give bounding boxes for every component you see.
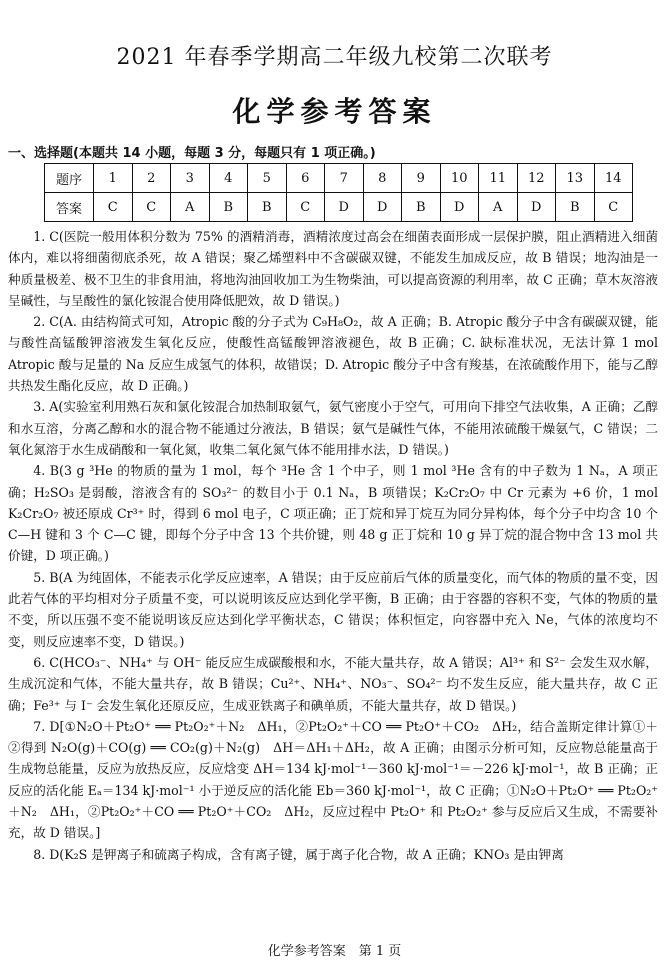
row-label-number: 题序 bbox=[45, 164, 94, 193]
explanation-paragraph: 3. A(实验室利用熟石灰和氯化铵混合加热制取氨气，氨气密度小于空气，可用向下排空气法收集，A 正确；乙醇和水互溶，分离乙醇和水的混合物不能通过分液法，B 错误；氨气是碱性气体，不能用浓硫酸干燥氨气，C 错误；二氧化氮溶于水生成硝酸和一氧化氮，收集二氧化氮气体不能用排水法，D 错误。) bbox=[8, 399, 658, 457]
answer-cell: A bbox=[479, 193, 518, 222]
number-row bbox=[45, 164, 633, 193]
question-number: 13 bbox=[556, 164, 595, 193]
explanation-paragraph: 1. C(医院一般用体积分数为 75% 的酒精消毒，酒精浓度过高会在细菌表面形成一层保护膜，阻止酒精进入细菌体内，难以将细菌彻底杀死，故 A 错误；聚乙烯塑料中不含碳碳双键，不能发生加成反应，故 B 错误；地沟油是一种质量极差、极不卫生的非食用油，将地沟油回收加工为生物柴油，可以提高资源的利用率，故 C 正确；草木灰溶液呈碱性，与呈酸性的氯化铵混合使用降低肥效，故 D 错误。) bbox=[8, 229, 658, 308]
question-number: 4 bbox=[209, 164, 248, 193]
answer-cell: B bbox=[209, 193, 248, 222]
answer-cell: D bbox=[440, 193, 479, 222]
answer-cell: C bbox=[94, 193, 133, 222]
answer-table bbox=[44, 163, 633, 222]
row-label-answer: 答案 bbox=[45, 193, 94, 222]
explanations bbox=[8, 226, 658, 865]
answer-cell: B bbox=[402, 193, 441, 222]
question-number: 1 bbox=[94, 164, 133, 193]
document-title: 化学参考答案 bbox=[232, 95, 437, 128]
answer-cell: A bbox=[171, 193, 210, 222]
answer-cell: C bbox=[286, 193, 325, 222]
question-number: 9 bbox=[402, 164, 441, 193]
answer-cell: C bbox=[594, 193, 633, 222]
answer-cell: D bbox=[325, 193, 364, 222]
question-number: 11 bbox=[479, 164, 518, 193]
exam-title: 2021 年春季学期高二年级九校第二次联考 bbox=[116, 45, 553, 70]
question-number: 12 bbox=[517, 164, 556, 193]
question-number: 10 bbox=[440, 164, 479, 193]
question-number: 5 bbox=[248, 164, 287, 193]
explanation-paragraph: 5. B(A 为纯固体，不能表示化学反应速率，A 错误；由于反应前后气体的质量变化，而气体的物质的量不变，因此若气体的平均相对分子质量不变，可以说明该反应达到化学平衡，B 正确；由于容器的容积不变，气体的物质的量不变，所以压强不变不能说明该反应达到化学平衡状态，C 错误；体积恒定，向容器中充入 Ne，气体的浓度均不变，则反应速率不变，D 错误。) bbox=[8, 569, 658, 649]
answer-cell: C bbox=[132, 193, 171, 222]
section-heading: 一、选择题(本题共 14 小题，每题 3 分，每题只有 1 项正确。) bbox=[8, 146, 376, 161]
answer-cell: B bbox=[248, 193, 287, 222]
answer-cell: D bbox=[363, 193, 402, 222]
answer-cell: B bbox=[556, 193, 595, 222]
question-number: 14 bbox=[594, 164, 633, 193]
explanation-paragraph: 2. C(A. 由结构简式可知，Atropic 酸的分子式为 C₉H₈O₂，故 A 正确；B. Atropic 酸分子中含有碳碳双键，能与酸性高锰酸钾溶液发生氧化反应，使酸性高锰酸钾溶液褪色，故 B 正确；C. 缺标准状况，无法计算 1 mol Atropic 酸与足量的 Na 反应生成氢气的体积，故错误；D. Atropic 酸分子中含有羧基，在浓硫酸作用下，能与乙醇共热发生酯化反应，故 D 正确。) bbox=[8, 314, 658, 394]
question-number: 6 bbox=[286, 164, 325, 193]
explanation-paragraph: 6. C(HCO₃⁻、NH₄⁺ 与 OH⁻ 能反应生成碳酸根和水，不能大量共存，故 A 错误；Al³⁺ 和 S²⁻ 会发生双水解，生成沉淀和气体，不能大量共存，故 B 错误；Cu²⁺、NH₄⁺、NO₃⁻、SO₄²⁻ 均不发生反应，能大量共存，故 C 正确；Fe³⁺ 与 I⁻ 会发生氧化还原反应，生成亚铁离子和碘单质，不能大量共存，故 D 错误。) bbox=[8, 654, 658, 713]
question-number: 3 bbox=[171, 164, 210, 193]
answer-cell: D bbox=[517, 193, 556, 222]
answer-row bbox=[45, 193, 633, 222]
question-number: 7 bbox=[325, 164, 364, 193]
explanation-paragraph: 8. D(K₂S 是钾离子和硫离子构成，含有离子键，属于离子化合物，故 A 正确；KNO₃ 是由钾离 bbox=[33, 846, 564, 862]
question-number: 8 bbox=[363, 164, 402, 193]
question-number: 2 bbox=[132, 164, 171, 193]
page-footer: 化学参考答案 第 1 页 bbox=[267, 944, 402, 959]
explanation-paragraph: 4. B(3 g ³He 的物质的量为 1 mol，每个 ³He 含 1 个中子，则 1 mol ³He 含有的中子数为 1 Nₐ，A 项正确；H₂SO₃ 是弱酸，溶液含有的 SO₃²⁻ 的数目小于 0.1 Nₐ，B 项错误；K₂Cr₂O₇ 中 Cr 元素为 +6 价，1 mol K₂Cr₂O₇ 被还原成 Cr³⁺ 时，得到 6 mol 电子，C 项正确；正丁烷和异丁烷互为同分异构体，每个分子中均含 10 个 C—H 键和 3 个 C—C 键，即每个分子中含 13 个共价键，则 48 g 正丁烷和 10 g 异丁烷的混合物中含 13 mol 共价键，D 项正确。) bbox=[8, 463, 658, 564]
explanation-paragraph: 7. D[①N₂O＋Pt₂O⁺ ══ Pt₂O₂⁺＋N₂ ΔH₁，②Pt₂O₂⁺＋CO ══ Pt₂O⁺＋CO₂ ΔH₂，结合盖斯定律计算①＋②得到 N₂O(g)＋CO(g) ══ CO₂(g)＋N₂(g) ΔH＝ΔH₁＋ΔH₂，故 A 正确；由图示分析可知，反应物总能量高于生成物总能量，反应为放热反应，反应焓变 ΔH＝134 kJ·mol⁻¹－360 kJ·mol⁻¹＝－226 kJ·mol⁻¹，故 B 正确；正反应的活化能 Eₐ＝134 kJ·mol⁻¹ 小于逆反应的活化能 Eb＝360 kJ·mol⁻¹，故 C 正确；①N₂O＋Pt₂O⁺ ══ Pt₂O₂⁺＋N₂ ΔH₁，②Pt₂O₂⁺＋CO ══ Pt₂O⁺＋CO₂ ΔH₂，反应过程中 Pt₂O⁺ 和 Pt₂O₂⁺ 参与反应后又生成，不需要补充，故 D 错误。] bbox=[8, 718, 658, 841]
